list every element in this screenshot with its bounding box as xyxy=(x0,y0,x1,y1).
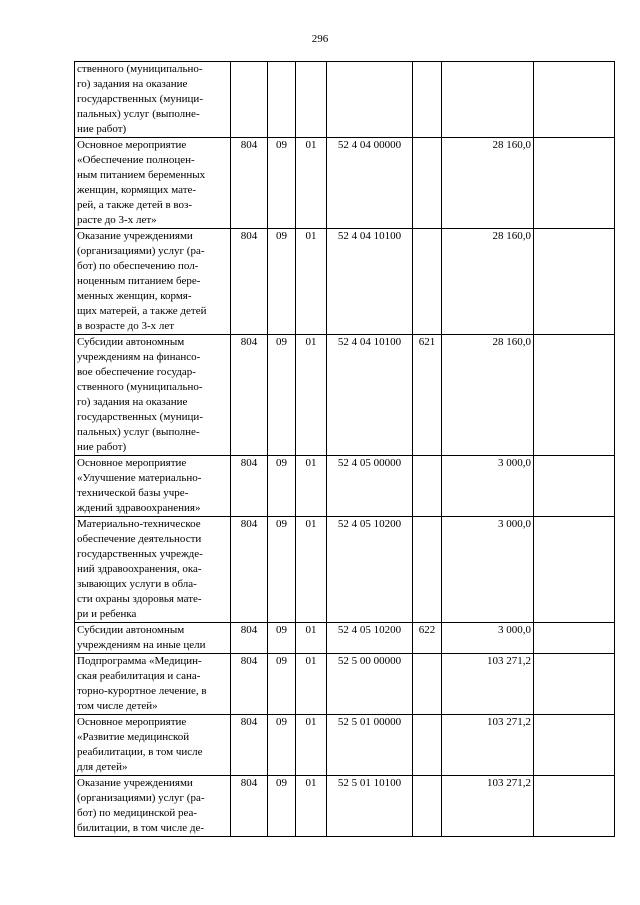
target-item-cell: 52 4 05 10200 xyxy=(327,517,413,623)
section-code-cell: 09 xyxy=(268,776,296,837)
table-row xyxy=(75,654,615,715)
table-row xyxy=(75,776,615,837)
amount-cell: 3 000,0 xyxy=(442,517,534,623)
expense-type-cell xyxy=(413,517,442,623)
target-item-cell: 52 4 05 00000 xyxy=(327,456,413,517)
budget-table xyxy=(74,61,615,837)
section-code-cell: 09 xyxy=(268,715,296,776)
extra-cell xyxy=(534,517,615,623)
subsection-code-cell: 01 xyxy=(296,623,327,654)
target-item-cell: 52 5 00 00000 xyxy=(327,654,413,715)
row-name-cell: Основное мероприятие «Развитие медицинской реабилитации, в том числе для детей» xyxy=(75,715,231,776)
amount-cell: 3 000,0 xyxy=(442,623,534,654)
row-name-cell: Основное мероприятие «Обеспечение полноцен- ным питанием беременных женщин, кормящих мате- рей, а также детей в воз- расте до 3-х лет» xyxy=(75,138,231,229)
expense-type-cell xyxy=(413,229,442,335)
subsection-code-cell: 01 xyxy=(296,138,327,229)
target-item-cell: 52 4 05 10200 xyxy=(327,623,413,654)
row-name-cell: ственного (муниципально- го) задания на оказание государственных (муници- пальных) услуг (выполне- ние работ) xyxy=(75,62,231,138)
expense-type-cell xyxy=(413,715,442,776)
expense-type-cell: 622 xyxy=(413,623,442,654)
amount-cell: 3 000,0 xyxy=(442,456,534,517)
target-item-cell: 52 5 01 00000 xyxy=(327,715,413,776)
page-number: 296 xyxy=(311,33,329,45)
amount-cell: 103 271,2 xyxy=(442,654,534,715)
ministry-code-cell: 804 xyxy=(231,654,268,715)
table-row xyxy=(75,62,615,138)
expense-type-cell xyxy=(413,138,442,229)
subsection-code-cell: 01 xyxy=(296,335,327,456)
amount-cell: 28 160,0 xyxy=(442,229,534,335)
section-code-cell: 09 xyxy=(268,654,296,715)
ministry-code-cell: 804 xyxy=(231,335,268,456)
table-row xyxy=(75,517,615,623)
table-row xyxy=(75,229,615,335)
extra-cell xyxy=(534,715,615,776)
target-item-cell: 52 5 01 10100 xyxy=(327,776,413,837)
subsection-code-cell: 01 xyxy=(296,229,327,335)
amount-cell: 28 160,0 xyxy=(442,138,534,229)
ministry-code-cell: 804 xyxy=(231,623,268,654)
ministry-code-cell: 804 xyxy=(231,229,268,335)
extra-cell xyxy=(534,456,615,517)
extra-cell xyxy=(534,62,615,138)
table-row xyxy=(75,623,615,654)
subsection-code-cell: 01 xyxy=(296,517,327,623)
expense-type-cell xyxy=(413,776,442,837)
row-name-cell: Основное мероприятие «Улучшение материально- технической базы учре- ждений здравоохранения» xyxy=(75,456,231,517)
target-item-cell: 52 4 04 00000 xyxy=(327,138,413,229)
expense-type-cell xyxy=(413,62,442,138)
subsection-code-cell: 01 xyxy=(296,715,327,776)
row-name-cell: Подпрограмма «Медицин- ская реабилитация и сана- торно-курортное лечение, в том числе детей» xyxy=(75,654,231,715)
row-name-cell: Оказание учреждениями (организациями) услуг (ра- бот) по медицинской реа- билитации, в том числе де- xyxy=(75,776,231,837)
row-name-cell: Оказание учреждениями (организациями) услуг (ра- бот) по обеспечению пол- ноценным питанием бере- менных женщин, кормя- щих матерей, а также детей в возрасте до 3-х лет xyxy=(75,229,231,335)
ministry-code-cell: 804 xyxy=(231,715,268,776)
target-item-cell: 52 4 04 10100 xyxy=(327,335,413,456)
ministry-code-cell: 804 xyxy=(231,456,268,517)
extra-cell xyxy=(534,654,615,715)
subsection-code-cell: 01 xyxy=(296,456,327,517)
expense-type-cell xyxy=(413,654,442,715)
amount-cell xyxy=(442,62,534,138)
expense-type-cell xyxy=(413,456,442,517)
target-item-cell: 52 4 04 10100 xyxy=(327,229,413,335)
subsection-code-cell xyxy=(296,62,327,138)
subsection-code-cell: 01 xyxy=(296,776,327,837)
section-code-cell: 09 xyxy=(268,138,296,229)
extra-cell xyxy=(534,776,615,837)
extra-cell xyxy=(534,335,615,456)
ministry-code-cell: 804 xyxy=(231,776,268,837)
section-code-cell: 09 xyxy=(268,517,296,623)
amount-cell: 28 160,0 xyxy=(442,335,534,456)
amount-cell: 103 271,2 xyxy=(442,715,534,776)
extra-cell xyxy=(534,229,615,335)
table-row xyxy=(75,335,615,456)
table-row xyxy=(75,138,615,229)
subsection-code-cell: 01 xyxy=(296,654,327,715)
section-code-cell: 09 xyxy=(268,229,296,335)
section-code-cell: 09 xyxy=(268,623,296,654)
row-name-cell: Материально-техническое обеспечение деятельности государственных учрежде- ний здравоохранения, ока- зывающих услуги в обла- сти охраны здоровья мате- ри и ребенка xyxy=(75,517,231,623)
ministry-code-cell: 804 xyxy=(231,138,268,229)
table-row xyxy=(75,715,615,776)
ministry-code-cell: 804 xyxy=(231,517,268,623)
extra-cell xyxy=(534,138,615,229)
ministry-code-cell xyxy=(231,62,268,138)
row-name-cell: Субсидии автономным учреждениям на финансо- вое обеспечение государ- ственного (муниципально- го) задания на оказание государственных (муници- пальных) услуг (выполне- ние работ) xyxy=(75,335,231,456)
section-code-cell: 09 xyxy=(268,456,296,517)
table-row xyxy=(75,456,615,517)
extra-cell xyxy=(534,623,615,654)
section-code-cell xyxy=(268,62,296,138)
target-item-cell xyxy=(327,62,413,138)
amount-cell: 103 271,2 xyxy=(442,776,534,837)
section-code-cell: 09 xyxy=(268,335,296,456)
row-name-cell: Субсидии автономным учреждениям на иные цели xyxy=(75,623,231,654)
expense-type-cell: 621 xyxy=(413,335,442,456)
